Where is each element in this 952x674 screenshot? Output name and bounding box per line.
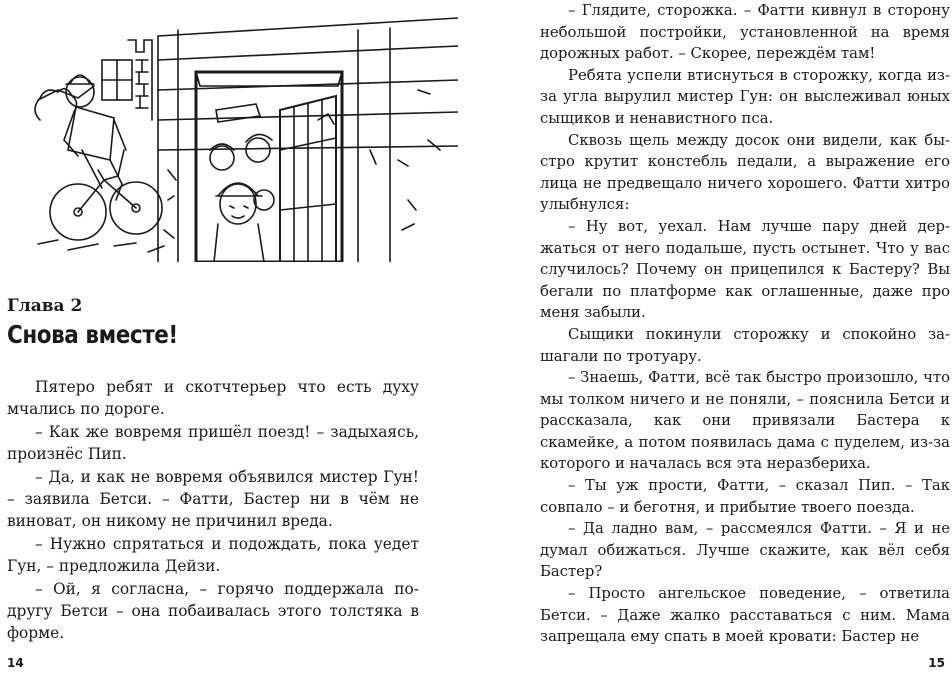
children-in-doorway: [210, 104, 274, 262]
paragraph: Пятеро ребят и скотчтерьер что есть духу мчались по дороге.: [7, 378, 419, 419]
page-number: 15: [928, 656, 945, 670]
chapter-illustration: [18, 0, 458, 262]
brick-building: [38, 40, 152, 120]
page-number: 14: [7, 656, 24, 670]
bush: [35, 89, 77, 120]
paragraph: – Знаешь, Фатти, всё так быстро произошло, что мы толком ничего и не поняли, – пояснила Бетси и рассказала, как они привязали Бастера к скамейке, а потом появилась дама с пуделем, из-за которого и началась вся эта неразбериха.: [540, 369, 950, 473]
paragraph: – Глядите, сторожка. – Фатти кивнул в сторону небольшой постройки, установленной на время дорожных работ. – Скорее, переждём там!: [540, 2, 950, 63]
chapter-title: Снова вместе!: [7, 320, 178, 349]
right-page-text: [540, 0, 950, 648]
chapter-label: Глава 2: [7, 296, 83, 316]
paragraph: Ребята успели втиснуться в сторожку, когда из-за угла вырулил мистер Гун: он выслеживал юных сыщиков и ненавистного пса.: [540, 66, 950, 127]
paragraph: Сквозь щель между досок они видели, как быстро крутит констебль педали, а выражение его лица не предвещало ничего хорошего. Фатти хитро улыбнулся:: [540, 131, 950, 214]
paragraph: – Ну вот, уехал. Нам лучше пару дней держаться от него подальше, пусть остынет. Что у вас случилось? Почему он прицепился к Бастеру? Вы бегали по платформе как оглашенные, даже про меня забыли.: [540, 217, 950, 322]
left-page-text: [7, 376, 419, 645]
illustration-drawing: [18, 0, 458, 262]
paragraph: Сыщики покинули сторожку и спокойно зашагали по тротуару.: [540, 325, 950, 365]
paragraph: – Ты уж прости, Фатти, – сказал Пип. – Так совпало – и беготня, и прибытие твоего поезда.: [540, 477, 950, 516]
paragraph: – Да, и как не вовремя объявился мистер Гун! – заявила Бетси. – Фатти, Бастер ни в чём не виноват, он никому не причинил вреда.: [7, 467, 419, 531]
paragraph: – Нужно спрятаться и подождать, пока уедет Гун, – предложила Дейзи.: [7, 534, 419, 576]
hut-door: [280, 96, 336, 262]
paragraph: – Да ладно вам, – рассмеялся Фатти. – Я и не думал обижаться. Лучше скажите, как вёл себя Бастер?: [540, 520, 950, 581]
paragraph: – Как же вовремя пришёл поезд! – задыхаясь, произнёс Пип.: [7, 422, 419, 464]
paragraph: – Просто ангельское поведение, – ответила Бетси. – Даже жалко расставаться с ним. Мама запрещала ему спать в моей кровати: Бастер не: [540, 585, 950, 646]
paragraph: – Ой, я согласна, – горячо поддержала подругу Бетси – она побаивалась этого толстяка в форме.: [7, 579, 419, 643]
